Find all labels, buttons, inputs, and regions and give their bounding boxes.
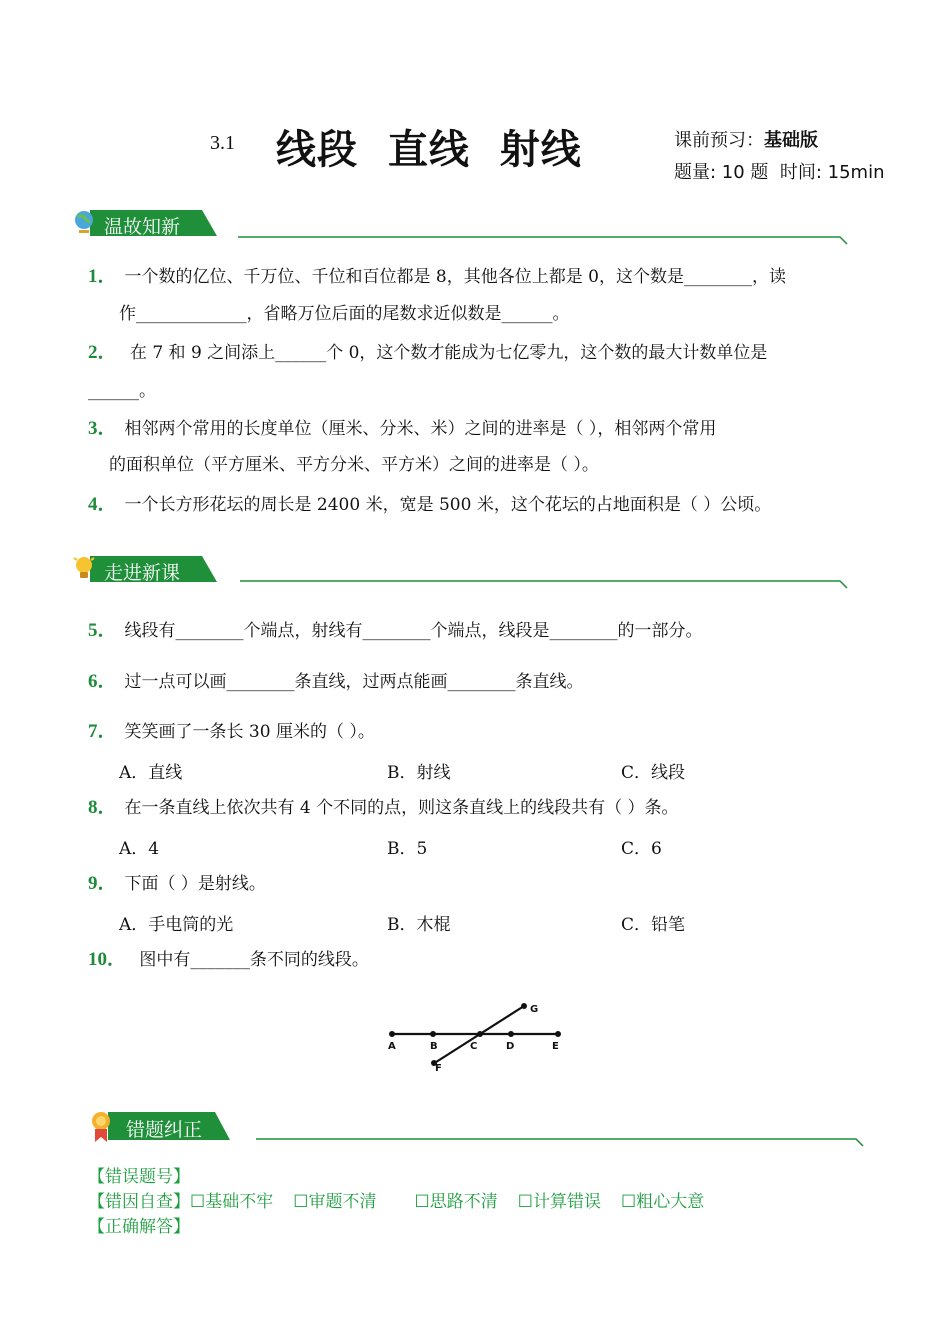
question-3-line2: 的面积单位（平方厘米、平方分米、平方米）之间的进率是（ ）。 — [109, 455, 599, 475]
banner-shape — [88, 1108, 878, 1148]
line-figure — [382, 996, 568, 1072]
point-e — [555, 1031, 561, 1037]
section-banner-correction — [88, 1108, 878, 1148]
question-number: 2． — [88, 342, 117, 363]
option-b[interactable]: B．射线 — [387, 763, 451, 783]
question-9 — [88, 873, 266, 895]
question-text: 下面（ ）是射线。 — [124, 874, 266, 894]
question-text: 在 7 和 9 之间添上______个 0，这个数才能成为七亿零九，这个数的最大计数单位是 — [124, 343, 768, 363]
banner-shape — [72, 206, 862, 246]
label-b: B — [430, 1041, 438, 1052]
question-number: 6． — [88, 671, 117, 692]
label-g: G — [530, 1004, 539, 1015]
cause-checkbox[interactable]: ☐基础不牢 — [190, 1192, 274, 1212]
preview-label — [674, 126, 818, 152]
point-c — [477, 1031, 483, 1037]
correction-question-no: 【错误题号】 — [88, 1167, 190, 1187]
question-6 — [88, 671, 584, 693]
question-text: 一个长方形花坛的周长是 2400 米，宽是 500 米，这个花坛的占地面积是（ ）公顷。 — [124, 495, 772, 515]
question-5 — [88, 620, 703, 642]
question-2-line1 — [88, 342, 767, 364]
correction-cause-label: 【错因自查】 — [88, 1192, 190, 1212]
option-a[interactable]: A．4 — [119, 839, 160, 859]
option-b[interactable]: B．木棍 — [387, 915, 451, 935]
cause-checkbox[interactable]: ☐思路不清 — [414, 1192, 498, 1212]
section-banner-review — [72, 206, 862, 246]
banner-shape — [72, 552, 862, 592]
option-a[interactable]: A．直线 — [119, 763, 183, 783]
point-a — [389, 1031, 395, 1037]
question-number: 9． — [88, 873, 117, 894]
question-number: 3． — [88, 418, 117, 439]
option-b[interactable]: B．5 — [387, 839, 428, 859]
question-3-line1 — [88, 418, 716, 440]
cause-checkbox[interactable]: ☐粗心大意 — [621, 1192, 705, 1212]
question-text: 一个数的亿位、千万位、千位和百位都是 8，其他各位上都是 0，这个数是________，读 — [124, 267, 786, 287]
question-text: 相邻两个常用的长度单位（厘米、分米、米）之间的进率是（ ），相邻两个常用 — [124, 419, 717, 439]
section-title-correction: 错题纠正 — [126, 1119, 203, 1141]
page-title: 线段 直线 射线 — [276, 127, 582, 173]
question-number: 4． — [88, 494, 117, 515]
quiz-meta: 题量: 10 题 时间: 15min — [674, 162, 885, 183]
section-number: 3.1 — [210, 132, 235, 154]
lightbulb-icon — [72, 554, 96, 582]
question-text: 在一条直线上依次共有 4 个不同的点，则这条直线上的线段共有（ ）条。 — [124, 798, 679, 818]
option-c[interactable]: C．铅笔 — [621, 915, 686, 935]
question-4 — [88, 494, 771, 516]
globe-icon — [72, 208, 96, 236]
option-c[interactable]: C．线段 — [621, 763, 686, 783]
question-10 — [88, 949, 369, 971]
question-number: 8． — [88, 797, 117, 818]
section-banner-new-lesson — [72, 552, 862, 592]
question-text: 线段有________个端点，射线有________个端点，线段是________的一部分。 — [124, 621, 703, 641]
question-1-line1 — [88, 266, 786, 288]
preview-level: 基础版 — [764, 130, 818, 151]
option-c[interactable]: C．6 — [621, 839, 662, 859]
question-text: 过一点可以画________条直线，过两点能画________条直线。 — [124, 672, 584, 692]
question-text: 图中有_______条不同的线段。 — [134, 950, 369, 970]
label-f: F — [435, 1063, 442, 1072]
question-text: 笑笑画了一条长 30 厘米的（ ）。 — [124, 722, 375, 742]
section-title-review: 温故知新 — [104, 216, 181, 238]
question-8 — [88, 797, 679, 819]
question-7 — [88, 721, 375, 743]
cause-checkbox[interactable]: ☐计算错误 — [517, 1192, 601, 1212]
correction-cause-row — [88, 1187, 704, 1212]
section-title-new-lesson: 走进新课 — [104, 562, 181, 584]
correction-answer: 【正确解答】 — [88, 1217, 190, 1237]
question-number: 7． — [88, 721, 117, 742]
question-number: 5． — [88, 620, 117, 641]
label-c: C — [470, 1041, 478, 1052]
label-e: E — [552, 1041, 559, 1052]
medal-icon — [88, 1110, 114, 1144]
option-a[interactable]: A．手电筒的光 — [119, 915, 234, 935]
point-g — [521, 1003, 527, 1009]
preview-label-text: 课前预习： — [674, 130, 764, 151]
question-1-line2: 作_____________，省略万位后面的尾数求近似数是______。 — [119, 304, 570, 324]
question-number: 10． — [88, 949, 127, 970]
label-a: A — [388, 1041, 396, 1052]
point-d — [508, 1031, 514, 1037]
question-2-line2: ______。 — [88, 381, 156, 401]
cause-checkbox[interactable]: ☐审题不清 — [293, 1192, 377, 1212]
point-b — [430, 1031, 436, 1037]
question-number: 1． — [88, 266, 117, 287]
label-d: D — [506, 1041, 515, 1052]
